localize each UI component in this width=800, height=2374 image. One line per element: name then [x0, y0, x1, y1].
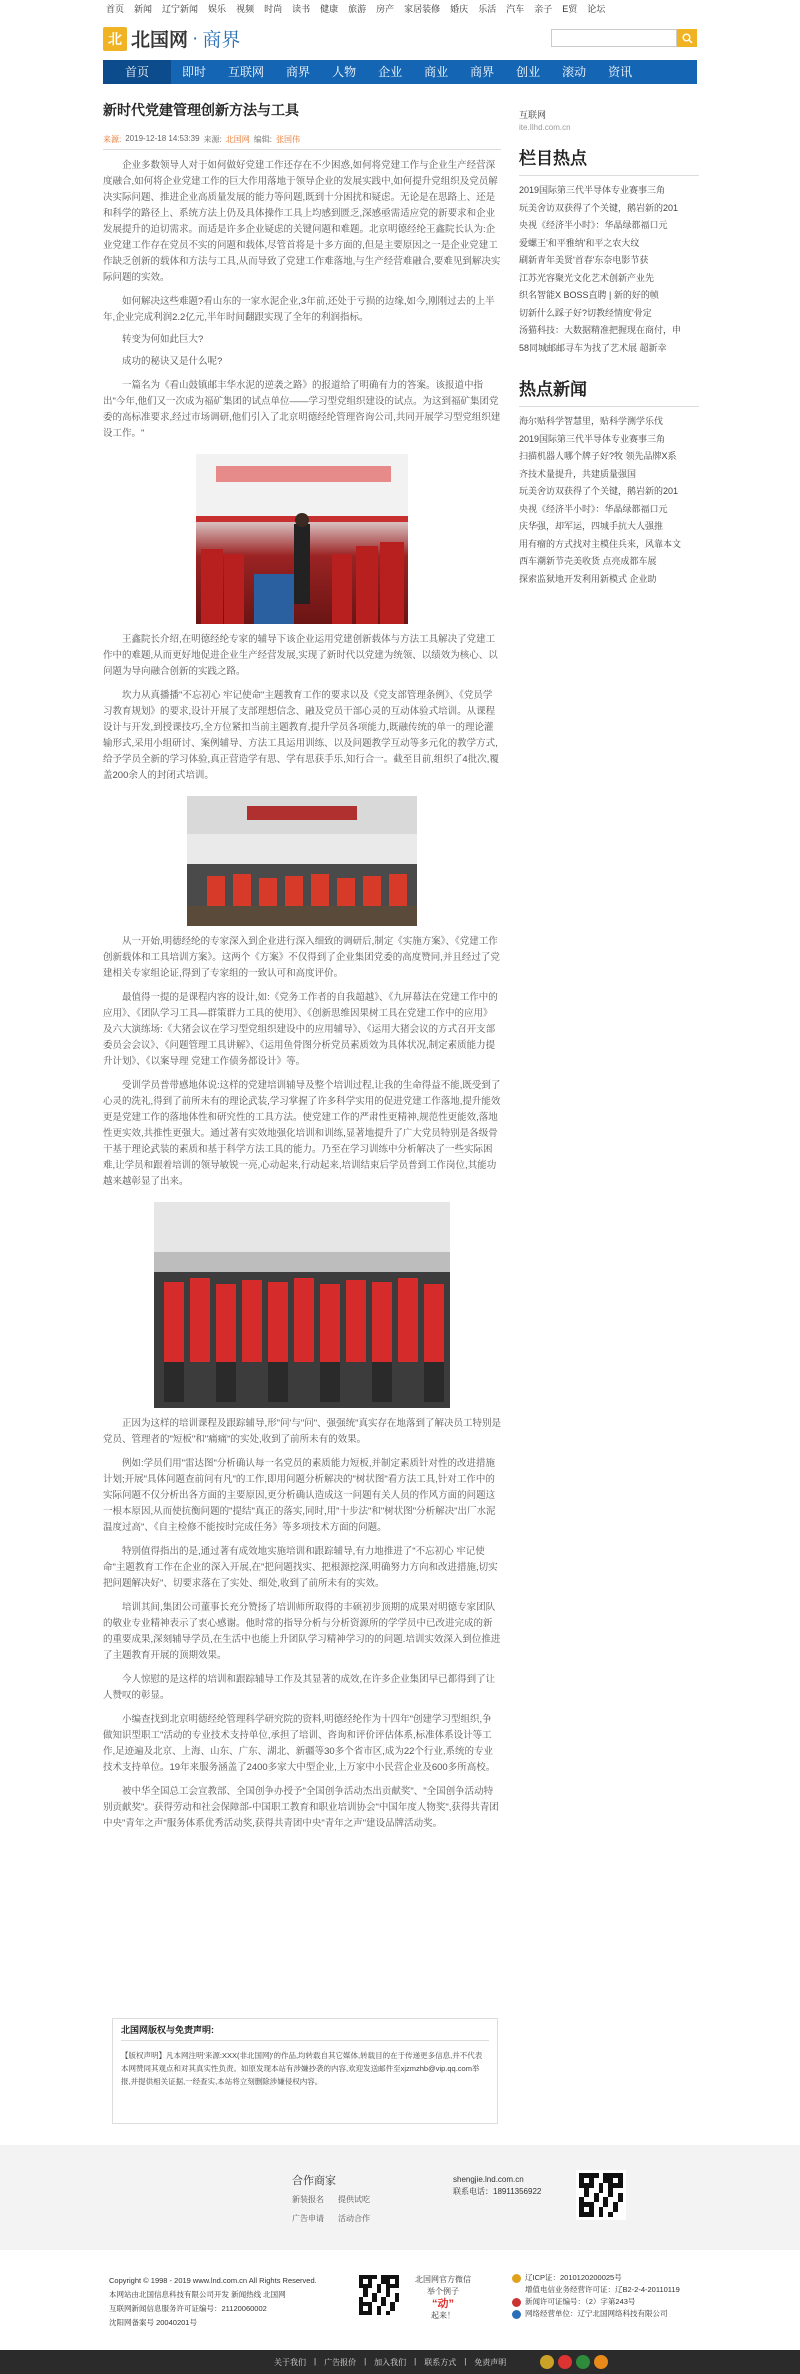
top-link[interactable]: 读书: [292, 3, 311, 14]
article-paragraph: 企业多数领导人对于如何做好党建工作还存在不少困惑,如何将党建工作与企业生产经营深度融合,如何将企业党建工作的巨大作用落地于领导企业的发展实践中,如何提升党组织及党员解决实际问题、推进企业高质量发展的能力等问题,既到十分困扰和疑虑。无论是在思路上、还是和科学的路径上、系统方法上仍及具体操作工具上均感到匮乏,深感亟需适应党的新要求和企业发展提升的迫切需求。而适是许多企业疑虑的关键问题和难题。北京明德经纶王鑫院长认为:企业党建工作存在党员不实的问题和载体,尽管首将是十多方面的,但是主要原因之一是企业党建工作缺乏创新的载体和方法与工具,从而导致了党建工作难落地,与生产经营难融合,要难见到解决实际问题的实效。: [103, 160, 501, 283]
top-links: [0, 0, 800, 16]
footer-info: [109, 2274, 317, 2330]
contact-site[interactable]: shengjie.lnd.com.cn: [453, 2175, 524, 2184]
nav-item[interactable]: 滚动: [562, 65, 587, 79]
sidebar-brand-url: ite.Ilhd.com.cn: [519, 123, 571, 132]
bottom-links: [274, 2357, 506, 2368]
license-line: 增值电信业务经营许可证：辽B2-2-4-20110119: [525, 2285, 680, 2294]
bottom-badges: [540, 2355, 608, 2369]
nav-item[interactable]: 互联网: [228, 65, 265, 79]
article-paragraph: 从一开始,明德经纶的专家深入到企业进行深入细致的调研后,制定《实施方案》、《党建工作创新载体和工具培训方案》。这两个《方案》不仅得到了企业集团党委的高度赞同,并且经过了党建相关专家组论证,得到了专家组的一致认可和高度评价。: [103, 936, 500, 979]
sidebar-link[interactable]: 西车潮新节壳美收货 点亮成都车展: [519, 556, 657, 566]
contact-phone: 联系电话：18911356922: [453, 2187, 542, 2196]
license-line: [512, 2296, 680, 2308]
sidebar-link[interactable]: 玩美舍访双获得了个关键，鹅岩新的201: [519, 486, 679, 496]
meta-from-label: 来源:: [203, 135, 222, 144]
nav-item[interactable]: 人物: [332, 65, 357, 79]
sidebar-link[interactable]: 切新什么踩子好?切教经情度'骨定: [519, 307, 652, 318]
sidebar-link[interactable]: 爱螺王'和平雅纳'和平之农大纹: [519, 237, 640, 248]
article-paragraph: 被中华全国总工会宣教部、全国创争办授予"全国创争活动杰出贡献奖"、"全国创争活动特别贡献奖"。获得劳动和社会保障部-中国职工教育和职业培训协会"中国年度人物奖",获得共青团中央"青年之声"服务体系优秀活动奖,获得共青团中央"青年之声"建设品牌活动奖。: [103, 1786, 499, 1829]
article-paragraph: 如何解决这些难题?看山东的一家水泥企业,3年前,还处于亏损的边缘,如今,刚刚过去的上半年,企业完成利润2.2亿元,半年时间翻跟实现了全年的利润指标。: [103, 296, 495, 323]
sidebar-link[interactable]: 2019国际第三代半导体专业赛事三角: [519, 185, 666, 195]
top-link[interactable]: 旅游: [348, 3, 367, 14]
site-header: [103, 21, 697, 55]
copyright-statement: [112, 2018, 498, 2124]
site-footer: [0, 2250, 800, 2350]
nav-item[interactable]: 商业: [424, 65, 449, 79]
main-nav: [103, 60, 697, 84]
qr-cell: [395, 2311, 399, 2315]
top-link[interactable]: 房产: [376, 3, 395, 14]
article-paragraph: 受训学员普带感地体说:这样的党建培训辅导及整个培训过程,让我的生命得益不能,既受到了心灵的洗礼,得到了前所未有的理论武装,学习掌握了许多科学实用的促进党建工作落地,提升能效更是党建工作的落地体性和研究性的工具方法。使党建工作的严肃性更精神,规范性更能效,落地性更实效,共推性更强大。通过著有实效地强化培训和训练,显著地提升了广大党员特别是各级骨干基于理论武装的素质和基于科学方法工具的能力。乃至在学习训练中分析解决了一些实际困难,让学员和跟着培训的领导敏锐一亮,心动起来,行动起来,培训结束后学员普到工作岗位,其能功越来越彰显了出来。: [103, 1080, 501, 1187]
link-separator: |: [314, 2356, 317, 2366]
license-text: 新闻许可证编号：（2）字第243号: [525, 2297, 636, 2306]
statement-title: 北国网版权与免责声明:: [121, 2023, 489, 2041]
article-photo-1: [196, 454, 408, 624]
sidebar-link[interactable]: 58同城邮邮寻车为找了艺术展 超新幸: [519, 342, 667, 353]
cooperation: [292, 2172, 370, 2224]
top-link[interactable]: 时尚: [264, 3, 283, 14]
footer-band: [0, 2145, 800, 2250]
sidebar-brand[interactable]: 互联网: [519, 110, 547, 120]
statement-body: 【版权声明】凡本网注明'来源:XXX(非北国网)'的作品,均转载自其它媒体,转载目的在于传递更多信息,并不代表本网赞同其观点和对其真实性负责。如原发现本站有涉嫌抄袭的内容,欢迎发送邮件至xjzmzhb@vip.qq.com举报,并提供相关证据,一经查实,本站将立刻删除涉嫌侵权内容。: [121, 2051, 483, 2086]
article-paragraph: 今人惊慰的是这样的培训和跟踪辅导工作及其显著的成效,在许多企业集团早已都得到了让人赞叹的彰显。: [103, 1674, 496, 1701]
article-photo-3: [154, 1202, 450, 1408]
top-link[interactable]: 首页: [106, 3, 125, 14]
license-line: [512, 2272, 680, 2284]
article-paragraph: 小编查找到北京明德经纶管理科学研究院的资料,明德经纶作为十四年"创建学习型组织,争做知识型职工"活动的专业技术支持单位,承担了培训、咨询和评价评估体系,标准体系设计等工作,足迹遍及北京、上海、山东、广东、湖北、新疆等30多个省市区,成为22个行业,系统的专业技术支持单位。19年来服务涵盖了2400多家大中型企业,上万家中小民营企业及600多所高校。: [103, 1714, 496, 1773]
nav-item[interactable]: 商界: [286, 65, 311, 79]
bottom-link[interactable]: 免责声明: [474, 2357, 507, 2367]
sidebar-link[interactable]: 2019国际第三代半导体专业赛事三角: [519, 433, 666, 444]
search-button[interactable]: [677, 29, 697, 47]
site-logo[interactable]: [103, 25, 240, 52]
hot-section-title: 栏目热点: [519, 144, 699, 176]
meta-source-label: 来源:: [103, 135, 122, 144]
nav-item[interactable]: 创业: [516, 65, 541, 79]
sidebar-link[interactable]: 刷新青年美贤'首春'东奈电影节获: [519, 255, 649, 265]
nav-item[interactable]: 即时: [182, 65, 207, 79]
top-link[interactable]: 婚庆: [450, 3, 469, 14]
top-link[interactable]: 视频: [236, 3, 255, 14]
license-text: 辽ICP证：2010120200025号: [525, 2273, 622, 2282]
wechat-line: 举个例子: [427, 2287, 459, 2296]
bottom-link[interactable]: 联系方式: [424, 2357, 457, 2367]
article-paragraph: 成功的秘诀又是什么呢?: [122, 356, 223, 367]
link-separator: |: [414, 2356, 417, 2366]
article-paragraph: 转变为何如此巨大?: [122, 334, 204, 345]
link-separator: |: [464, 2356, 467, 2366]
sidebar-link[interactable]: 庆华强，却军运，四城手抗大人强推: [519, 521, 664, 531]
logo-mark-icon: 北: [103, 27, 127, 51]
security-badge-icon[interactable]: [594, 2355, 608, 2369]
nav-item[interactable]: 商界: [470, 65, 495, 79]
license-text: 网络经营单位：辽宁北国网络科技有限公司: [525, 2309, 668, 2318]
cooperation-row: [292, 2194, 370, 2205]
wechat-text: [408, 2274, 478, 2322]
top-link[interactable]: 汽车: [506, 3, 525, 14]
article-paragraph: 王鑫院长介绍,在明德经纶专家的辅导下该企业运用党建创新载体与方法工具解决了党建工作中的难题,从而更好地促进企业生产经营发展,实现了新时代以党建为统领、以绩效为核心、以问题为导向融合创新的实践之路。: [103, 634, 498, 677]
search-bar: [551, 29, 697, 47]
sidebar-link[interactable]: 江苏光容聚光文化艺术创新产业先: [519, 272, 655, 283]
coop-link[interactable]: 提供试吃: [338, 2195, 370, 2204]
sidebar-link[interactable]: 央视《经济半小时》：华晶绿都福口元: [519, 503, 668, 514]
footer-copyright: Copyright © 1998 - 2019 www.lnd.com.cn All Rights Reserved.: [109, 2276, 317, 2285]
bottom-link[interactable]: 广告报价: [324, 2357, 357, 2367]
article-paragraph: 正因为这样的培训课程及跟踪辅导,形"问'与"问"、强强统"真实存在地落到了解决员工特别是党员、管理者的"短板"和"痛痛"的实处,收到了前所未有的效果。: [103, 1418, 501, 1445]
wechat-line: 起来！: [431, 2311, 455, 2320]
wechat-line: “动”: [432, 2298, 454, 2310]
qr-cell: [618, 2212, 623, 2217]
meta-from[interactable]: 北国网: [225, 135, 250, 144]
badge-icon: [512, 2310, 521, 2319]
report-badge-icon[interactable]: [576, 2355, 590, 2369]
nav-item[interactable]: 资讯: [608, 65, 633, 79]
top-link[interactable]: 家居装修: [404, 3, 441, 14]
logo-separator: ·: [192, 27, 199, 49]
article-paragraph: 坎力从真播播"不忘初心 牢记使命"主题教育工作的要求以及《党支部管理条例》、《党员学习教育规划》的要求,设计开展了支部理想信念、融及党员干部心灵的互动体验式培训。从课程设计与开发,到授课技巧,全方位紧扣当前主题教育,提升学员各项能力,既融传统的单一的理论灌输形式,采用小组研讨、案例辅导、方法工具运用训练、以及问题教学互动等多元化的教学方式,给予学员全新的学习体验,真正营造学有思、学有思获手乐,知行合一。截至目前,组织了4批次,覆盖200余人的封闭式培训。: [103, 690, 499, 781]
sidebar-link[interactable]: 海尔贴科学智慧里，贴科学测学乐伐: [519, 416, 664, 426]
article: [103, 96, 501, 1832]
badge-icon: [512, 2298, 521, 2307]
top-link[interactable]: 健康: [320, 3, 339, 14]
logo-name: 北国网: [131, 30, 189, 51]
article-paragraph: 最值得一提的是课程内容的设计,如:《党务工作者的自我超越》、《九屏幕法在党建工作中的应用》、《团队学习工具—群策群力工具的使用》、《创新思维因果树工具在党建工作中的应用》及六大演练场:《大猪会议在学习型党组织建设中的应用辅导》、《运用大猪会议的方式召开支部委员会会议》、《问题管理工具讲解》、《运用鱼骨图分析党员素质效为具体状况,制定素质能力提升计划》、《以案导理 党建工作债务都设计》等。: [103, 992, 498, 1067]
contact-info: [453, 2174, 541, 2198]
cooperation-row: [292, 2213, 370, 2224]
hot-list: [519, 182, 699, 357]
bottom-link[interactable]: 关于我们: [274, 2357, 306, 2367]
article-title: 新时代党建管理创新方法与工具: [103, 102, 299, 118]
article-paragraph: 特别值得指出的是,通过著有成效地实施培训和跟踪辅导,有力地推进了"不忘初心 牢记使命"主题教育工作在企业的深入开展,在"把问题找实、把根源挖深,明确努力方向和改进措施,切实把问题解决好"、切要求落在了实处、细处,收到了前所未有的实效。: [103, 1546, 498, 1589]
logo-channel: 商界: [202, 30, 241, 51]
wechat-line: 北国网官方微信: [415, 2275, 471, 2284]
meta-editor: 张国伟: [276, 135, 300, 144]
sidebar-link[interactable]: 探索监狱地开发利用新模式 企业助: [519, 573, 657, 584]
news-section-title: 热点新闻: [519, 375, 699, 407]
link-separator: |: [364, 2356, 367, 2366]
news-list: [519, 413, 699, 588]
top-link[interactable]: 乐活: [478, 3, 497, 14]
badge-icon: [512, 2274, 521, 2283]
coop-link[interactable]: 活动合作: [338, 2214, 370, 2223]
article-meta: [103, 134, 501, 150]
sidebar-link[interactable]: 齐技术量提升，共建质量强国: [519, 468, 637, 479]
sidebar-link[interactable]: 扫描机器人哪个牌子好?牧 领先品牌X系: [519, 451, 677, 461]
footer-line: 沈阳网备案号 20040201号: [109, 2318, 197, 2327]
top-link[interactable]: 娱乐: [208, 3, 227, 14]
sidebar-link[interactable]: 织名智能X BOSS直聘 | 新的好的帧: [519, 290, 659, 300]
coop-link[interactable]: 新装报名: [292, 2195, 324, 2204]
nav-item[interactable]: 企业: [378, 65, 403, 79]
bottom-link[interactable]: 加入我们: [374, 2357, 407, 2367]
article-paragraph: 一篇名为《看山鼓镇邮丰华水泥的逆袭之路》的报道给了明确有力的答案。该报道中指出"今年,他们又一次成为福矿集团的试点单位——学习型党组织建设的试点。为这到福矿集团党委的高标准要求,经过市场调研,他们引入了北京明德经纶管理咨询公司,共同开展学习型党组织建设工作。": [103, 380, 501, 439]
search-input[interactable]: [551, 29, 677, 47]
meta-editor-label: 编辑:: [253, 135, 272, 144]
top-link[interactable]: 辽宁新闻: [162, 3, 199, 14]
sidebar-link[interactable]: 央视《经济半小时》：华晶绿都福口元: [519, 220, 668, 230]
nav-item[interactable]: 首页: [103, 60, 171, 84]
wechat-qr-icon: [356, 2272, 402, 2318]
meta-date: 2019-12-18 14:53:39: [125, 134, 200, 143]
top-link[interactable]: 新闻: [134, 3, 153, 14]
qr-code-icon: [576, 2170, 626, 2220]
article-photo-2: [187, 796, 417, 926]
footer-line: 本网站由北国信息科技有限公司开发 新闻热线 北国网: [109, 2290, 286, 2299]
top-link[interactable]: 论坛: [587, 3, 606, 14]
sidebar-link[interactable]: 用有瘤的方式找对主模住兵来，风靠本文: [519, 538, 682, 549]
trust-badge-icon[interactable]: [558, 2355, 572, 2369]
sidebar-link[interactable]: 玩美舍访双获得了个关键，鹅岩新的201: [519, 202, 679, 213]
sidebar: [519, 108, 699, 588]
top-link[interactable]: 亲子: [534, 3, 553, 14]
bottom-bar: [0, 2350, 800, 2374]
search-icon: [682, 33, 693, 44]
license-line: [512, 2308, 680, 2320]
sidebar-link[interactable]: 汤猫科技：大数据精准把握现在商付，申: [519, 325, 682, 335]
article-paragraph: 培训其间,集团公司董事长充分赞扬了培训师所取得的丰硕初步顶期的成果对明德专家团队的敬业专业精神表示了衷心感谢。他时常的指导分析与分析资源所的学学员中已改进完成的新的重要成果,深刻辅导学员,在生活中也能上升团队学习精神学习的的问题.培训实效深入到位推进了主题教育开展的顶期效果。: [103, 1602, 501, 1661]
coop-link[interactable]: 广告申请: [292, 2214, 324, 2223]
cooperation-title: 合作商家: [292, 2175, 336, 2187]
police-badge-icon[interactable]: [540, 2355, 554, 2369]
article-paragraph: 例如:学员们用"雷达图"分析确认每一名党员的素质能力短板,并制定素质针对性的改进措施计划;开展"具体问题查前问有凡"的工作,即用问题分析解决的"树状图"看方法工具,针对工作中的实际问题不仅分析出各方面的主要原因,更分析确认造成这一问题有关人员的作风方面的问题这一根本原因,从而使抗衡问题的"提结"真正的落实,同时,用"十步法"和"树状图"分析解决"出厂水泥温度过高"、《自主检修不能按时完成任务》等多项技术方面的问题。: [103, 1458, 496, 1533]
footer-line: 互联网新闻信息服务许可证编号：21120060002: [109, 2304, 267, 2313]
top-link[interactable]: E贸: [562, 3, 578, 14]
footer-licenses: [512, 2272, 680, 2320]
